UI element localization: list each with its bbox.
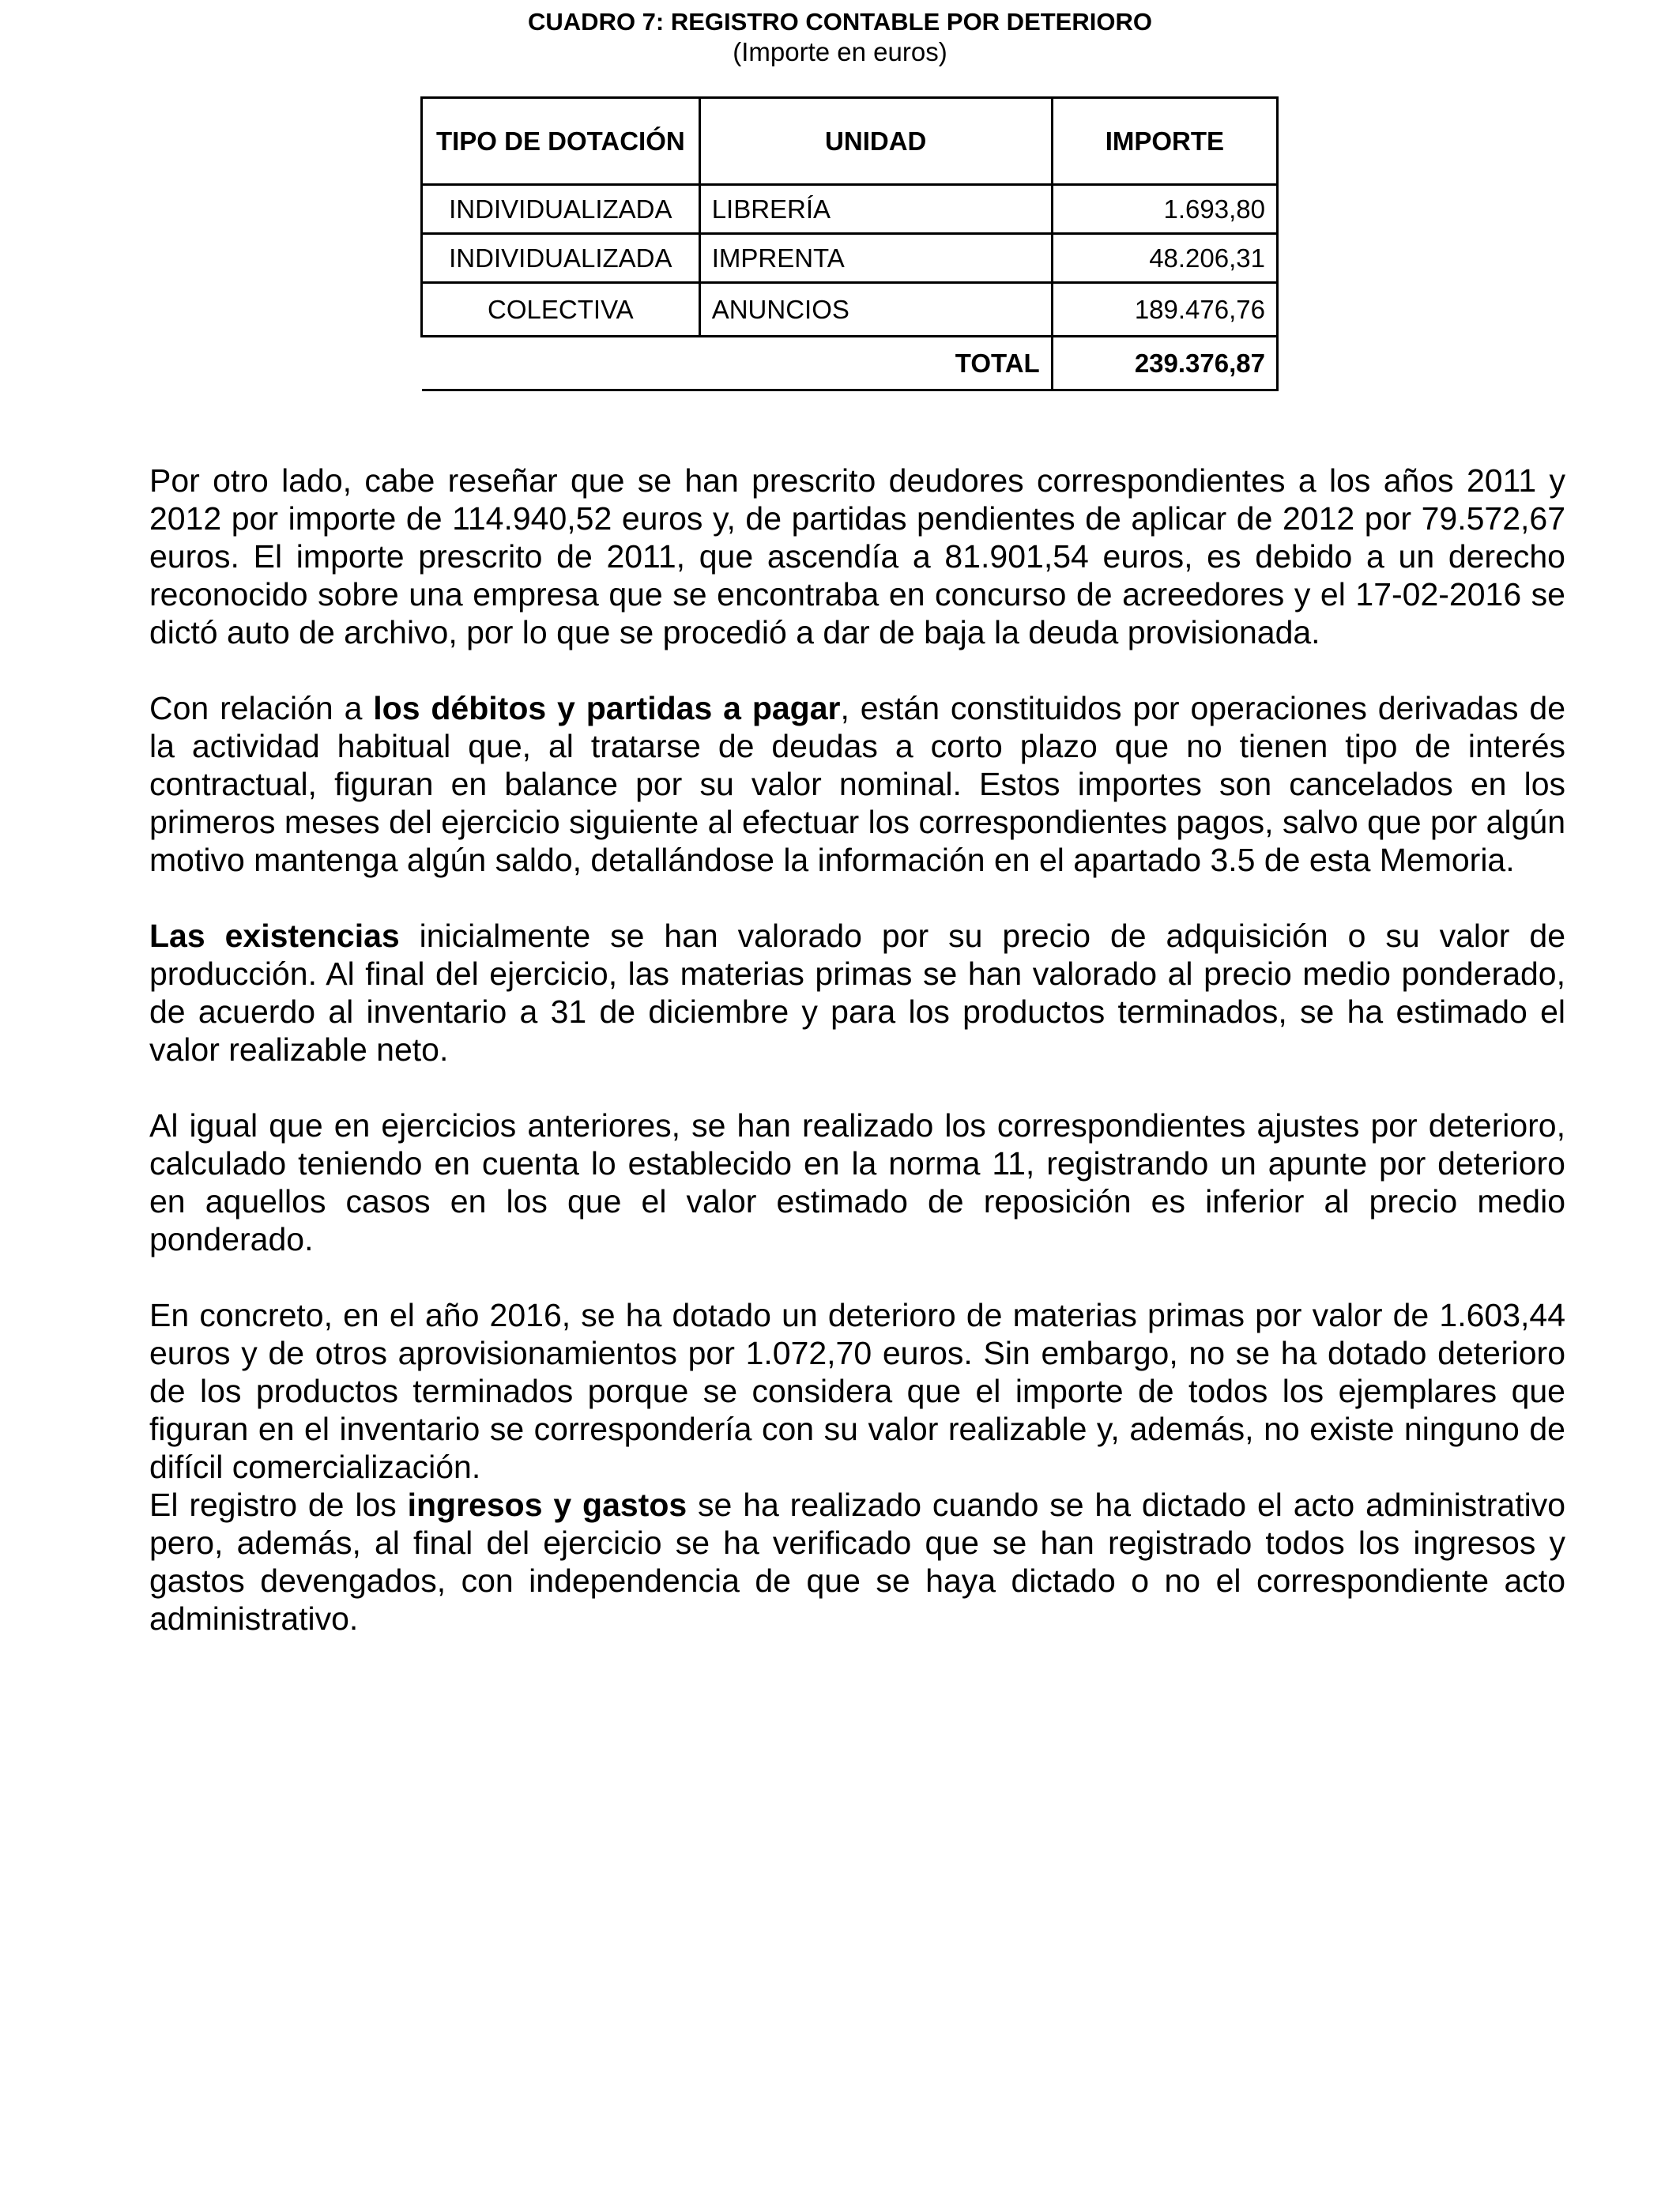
table-total-row xyxy=(422,337,1278,390)
table-caption-title: CUADRO 7: REGISTRO CONTABLE POR DETERIORO xyxy=(528,8,1152,36)
paragraph-text: Con relación a xyxy=(149,690,374,726)
cell-tipo: COLECTIVA xyxy=(422,283,700,337)
cell-importe: 189.476,76 xyxy=(1052,283,1277,337)
paragraph-ingresos-gastos xyxy=(149,1486,1565,1638)
paragraph-ajustes: Al igual que en ejercicios anteriores, se han realizado los correspondientes ajustes por deterioro, calculado teniendo en cuenta lo establecido en la norma 11, registrando un apunte por deterioro en aquellos casos en los que el valor estimado de reposición es inferior al precio medio ponderado. xyxy=(149,1107,1565,1257)
paragraph-existencias xyxy=(149,917,1565,1069)
bold-term-debitos: los débitos y partidas a pagar xyxy=(373,690,841,726)
cell-importe: 1.693,80 xyxy=(1052,185,1277,234)
header-tipo-dotacion: TIPO DE DOTACIÓN xyxy=(422,98,700,185)
paragraph-text: , están constituidos por operaciones derivadas de la actividad habitual que, al tratarse de deudas a corto plazo que no tienen tipo de interés contractual, figuran en balance por su valor nominal. Estos importes son cancelados en los primeros meses del ejercicio siguiente al efectuar los correspondientes pagos, salvo que por algún motivo mantenga algún saldo, detallándose la información en el apartado 3.5 de esta Memoria. xyxy=(149,690,1565,878)
header-importe: IMPORTE xyxy=(1052,98,1277,185)
document-body xyxy=(149,462,1565,1638)
table-row xyxy=(422,234,1278,283)
table-caption-subtitle: (Importe en euros) xyxy=(733,37,947,66)
bold-term-ingresos-gastos: ingresos y gastos xyxy=(407,1487,687,1523)
header-unidad: UNIDAD xyxy=(699,98,1052,185)
paragraph-prescripcion: Por otro lado, cabe reseñar que se han prescrito deudores correspondientes a los años 2011 y 2012 por importe de 114.940,52 euros y, de partidas pendientes de aplicar de 2012 por 79.572,67 euros. El importe prescrito de 2011, que ascendía a 81.901,54 euros, es debido a un derecho reconocido sobre una empresa que se encontraba en concurso de acreedores y el 17-02-2016 se dictó auto de archivo, por lo que se procedió a dar de baja la deuda provisionada. xyxy=(149,462,1565,650)
bold-term-existencias: Las existencias xyxy=(149,918,400,954)
cell-unidad: ANUNCIOS xyxy=(699,283,1052,337)
paragraph-debitos xyxy=(149,689,1565,879)
deterioro-table xyxy=(420,96,1279,391)
total-value: 239.376,87 xyxy=(1052,337,1277,390)
table-row xyxy=(422,185,1278,234)
cell-tipo: INDIVIDUALIZADA xyxy=(422,185,700,234)
table-header-row xyxy=(422,98,1278,185)
paragraph-text: El registro de los xyxy=(149,1487,408,1523)
cell-importe: 48.206,31 xyxy=(1052,234,1277,283)
cell-unidad: LIBRERÍA xyxy=(699,185,1052,234)
cell-tipo: INDIVIDUALIZADA xyxy=(422,234,700,283)
table-row xyxy=(422,283,1278,337)
paragraph-deterioro-2016: En concreto, en el año 2016, se ha dotado un deterioro de materias primas por valor de 1.603,44 euros y de otros aprovisionamientos por 1.072,70 euros. Sin embargo, no se ha dotado deterioro de los productos terminados porque se considera que el importe de todos los ejemplares que figuran en el inventario se correspondería con su valor realizable y, además, no existe ninguno de difícil comercialización. xyxy=(149,1297,1565,1485)
total-label: TOTAL xyxy=(422,337,1053,390)
paragraph-text: se ha realizado cuando se ha dictado el acto administrativo pero, además, al final del ejercicio se ha verificado que se han registrado todos los ingresos y gastos devengados, con independencia de que se haya dictado o no el correspondiente acto administrativo. xyxy=(149,1487,1566,1637)
paragraph-text: inicialmente se han valorado por su precio de adquisición o su valor de producción. Al final del ejercicio, las materias primas se han valorado al precio medio ponderado, de acuerdo al inventario a 31 de diciembre y para los productos terminados, se ha estimado el valor realizable neto. xyxy=(149,918,1566,1068)
cell-unidad: IMPRENTA xyxy=(699,234,1052,283)
